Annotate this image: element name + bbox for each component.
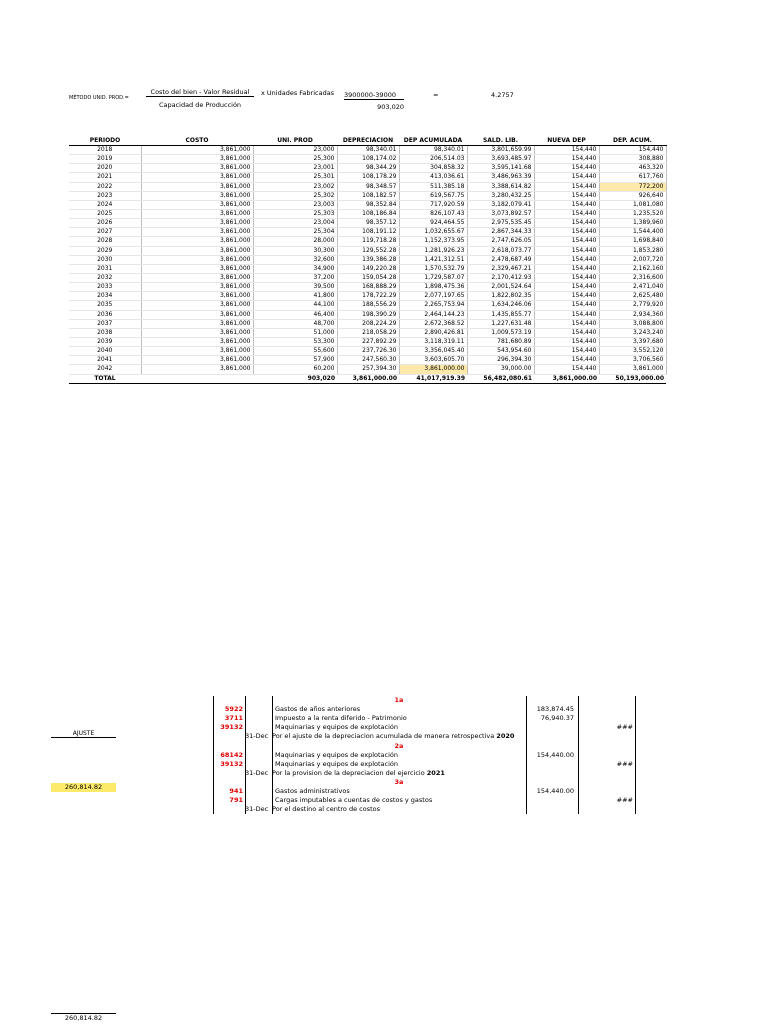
cell-sald-lib: 3,073,892.57 [467,209,534,218]
journal-column-rule [272,696,273,814]
bottom-value: 260,814.82 [51,1013,116,1022]
cell-dep-acumulada: 1,729,587.07 [399,273,467,282]
cell-dep-acumulada: 1,032,655.67 [399,228,467,237]
journal-gloss-year: 2021 [426,768,445,777]
cell-uni-prod: 25,304 [253,228,337,237]
cell-sald-lib: 781,680.89 [467,337,534,346]
cell-uni-prod: 34,900 [253,264,337,273]
cell-periodo: 2035 [69,301,141,310]
cell-costo: 3,861,000 [141,283,253,292]
journal-line-desc: Gastos administrativos [275,787,350,795]
cell-costo: 3,861,000 [141,219,253,228]
total-uni-prod: 903,020 [253,374,337,383]
total-periodo: TOTAL [69,374,141,383]
journal-line-desc: Maquinarias y equipos de explotación [275,759,399,768]
cell-periodo: 2026 [69,219,141,228]
cell-sald-lib: 3,182,079.41 [467,200,534,209]
journal-account-code: 941 [229,787,243,795]
cell-periodo: 2039 [69,337,141,346]
table-row [69,356,666,365]
cell-sald-lib: 1,009,573.19 [467,328,534,337]
formula-denominator: Capacidad de Producción [158,101,242,109]
cell-dep-acumulada: 2,265,753.94 [399,301,467,310]
cell-periodo: 2021 [69,173,141,182]
cell-costo: 3,861,000 [141,191,253,200]
formula-times-label: x Unidades Fabricadas [261,89,335,97]
cell-nueva-dep: 154,440 [534,328,599,337]
cell-periodo: 2029 [69,246,141,255]
table-header-row [69,137,666,146]
cell-uni-prod: 37,200 [253,273,337,282]
total-nueva-dep: 3,861,000.00 [534,374,599,383]
journal-debit: 76,940.37 [540,714,574,723]
cell-depreciacion: 247,560.30 [337,356,399,365]
journal-line-desc: Impuesto a la renta diferido - Patrimonio [275,714,407,723]
total-dep-acum: 50,193,000.00 [599,374,666,383]
cell-periodo: 2037 [69,319,141,328]
cell-sald-lib: 2,867,344.33 [467,228,534,237]
cell-dep-acum: 2,162,160 [599,264,666,273]
journal-column-rule [635,696,636,814]
cell-uni-prod: 23,004 [253,219,337,228]
cell-nueva-dep: 154,440 [534,319,599,328]
cell-periodo: 2042 [69,365,141,374]
cell-costo: 3,861,000 [141,146,253,155]
cell-dep-acumulada: 2,077,197.65 [399,292,467,301]
cell-uni-prod: 23,000 [253,146,337,155]
cell-nueva-dep: 154,440 [534,182,599,191]
cell-nueva-dep: 154,440 [534,365,599,374]
cell-sald-lib: 2,001,524.64 [467,283,534,292]
journal-date: 31-Dec [245,768,269,777]
cell-dep-acum: 154,440 [599,146,666,155]
cell-costo: 3,861,000 [141,209,253,218]
cell-costo: 3,861,000 [141,155,253,164]
header-dep-acum: DEP. ACUM. [599,137,666,146]
cell-periodo: 2040 [69,347,141,356]
cell-depreciacion: 159,054.28 [337,273,399,282]
cell-depreciacion: 227,892.29 [337,337,399,346]
journal-account-code: 39132 [220,759,243,768]
cell-dep-acumulada: 3,356,045.40 [399,347,467,356]
cell-uni-prod: 25,300 [253,155,337,164]
journal-entry-number: 2a [394,741,404,750]
cell-uni-prod: 53,300 [253,337,337,346]
cell-nueva-dep: 154,440 [534,173,599,182]
cell-uni-prod: 44,100 [253,301,337,310]
cell-dep-acum: 1,235,520 [599,209,666,218]
cell-depreciacion: 108,174.02 [337,155,399,164]
journal-line-desc: Cargas imputables a cuentas de costos y gastos [275,796,433,805]
table-row [69,237,666,246]
cell-periodo: 2022 [69,182,141,191]
journal-gloss [272,769,445,777]
cell-depreciacion: 119,718.28 [337,237,399,246]
cell-periodo: 2028 [69,237,141,246]
cell-depreciacion: 108,182.57 [337,191,399,200]
journal-gloss-year: 2020 [496,732,515,741]
cell-nueva-dep: 154,440 [534,273,599,282]
cell-periodo: 2018 [69,146,141,155]
table-row [69,191,666,200]
cell-dep-acum: 1,853,280 [599,246,666,255]
journal-account-code: 791 [229,796,243,805]
cell-costo: 3,861,000 [141,310,253,319]
cell-dep-acum: 3,243,240 [599,328,666,337]
cell-uni-prod: 25,301 [253,173,337,182]
journal-line-desc: Gastos de años anteriores [275,705,361,714]
cell-uni-prod: 23,003 [253,200,337,209]
cell-dep-acum: 3,397,680 [599,337,666,346]
cell-sald-lib: 3,280,432.25 [467,191,534,200]
table-row [69,219,666,228]
cell-dep-acum: 2,934,360 [599,310,666,319]
cell-dep-acum: 2,625,480 [599,292,666,301]
cell-depreciacion: 149,220.28 [337,264,399,273]
table-row [69,264,666,273]
cell-uni-prod: 48,700 [253,319,337,328]
cell-dep-acumulada: 2,672,368.52 [399,319,467,328]
cell-uni-prod: 57,900 [253,356,337,365]
table-row [69,365,666,374]
journal-gloss-text: Por el ajuste de la depreciacion acumulada de manera retrospectiva [272,732,495,741]
cell-dep-acum: 1,081,080 [599,200,666,209]
table-row [69,301,666,310]
cell-nueva-dep: 154,440 [534,255,599,264]
cell-costo: 3,861,000 [141,328,253,337]
cell-dep-acumulada: 511,385.18 [399,182,467,191]
table-row [69,310,666,319]
cell-dep-acum: 2,779,920 [599,301,666,310]
cell-dep-acumulada: 304,858.32 [399,164,467,173]
cell-periodo: 2041 [69,356,141,365]
cell-costo: 3,861,000 [141,319,253,328]
ajuste-value: 260,814.82 [51,783,116,792]
cell-uni-prod: 25,303 [253,209,337,218]
cell-periodo: 2038 [69,328,141,337]
cell-dep-acum: 926,640 [599,191,666,200]
journal-account-code: 3711 [224,714,243,723]
journal-gloss [272,805,380,813]
total-costo [141,374,253,383]
cell-sald-lib: 1,822,802.35 [467,292,534,301]
cell-uni-prod: 41,800 [253,292,337,301]
table-row [69,273,666,282]
table-row [69,292,666,301]
cell-periodo: 2031 [69,264,141,273]
cell-periodo: 2024 [69,200,141,209]
cell-dep-acum: 1,698,840 [599,237,666,246]
header-nueva-dep: NUEVA DEP [534,137,599,146]
cell-costo: 3,861,000 [141,237,253,246]
cell-costo: 3,861,000 [141,273,253,282]
header-uni-prod: UNI. PROD [253,137,337,146]
cell-costo: 3,861,000 [141,264,253,273]
cell-depreciacion: 98,352.84 [337,200,399,209]
cell-costo: 3,861,000 [141,173,253,182]
cell-dep-acumulada: 2,464,144.23 [399,310,467,319]
journal-column-rule [245,696,246,814]
depreciation-table [69,137,667,384]
cell-dep-acum: 3,861,000 [599,365,666,374]
cell-depreciacion: 108,178.29 [337,173,399,182]
table-row [69,146,666,155]
cell-periodo: 2030 [69,255,141,264]
table-row [69,164,666,173]
cell-depreciacion: 129,552.28 [337,246,399,255]
cell-dep-acumulada: 826,107.43 [399,209,467,218]
cell-nueva-dep: 154,440 [534,347,599,356]
cell-nueva-dep: 154,440 [534,191,599,200]
ajuste-label: AJUSTE [51,730,116,738]
cell-nueva-dep: 154,440 [534,200,599,209]
cell-nueva-dep: 154,440 [534,237,599,246]
cell-nueva-dep: 154,440 [534,264,599,273]
cell-uni-prod: 23,001 [253,164,337,173]
table-row [69,337,666,346]
cell-dep-acumulada: 924,464.55 [399,219,467,228]
cell-sald-lib: 2,170,412.93 [467,273,534,282]
cell-sald-lib: 3,595,141.68 [467,164,534,173]
cell-nueva-dep: 154,440 [534,228,599,237]
cell-costo: 3,861,000 [141,228,253,237]
formula-calc-denominator: 903,020 [377,103,404,111]
total-sald-lib: 56,482,080.61 [467,374,534,383]
cell-dep-acum: 1,389,960 [599,219,666,228]
cell-periodo: 2027 [69,228,141,237]
cell-nueva-dep: 154,440 [534,292,599,301]
cell-dep-acum: 3,088,800 [599,319,666,328]
cell-sald-lib: 2,747,626.05 [467,237,534,246]
cell-uni-prod: 32,600 [253,255,337,264]
journal-entry-number: 3a [394,777,404,786]
cell-costo: 3,861,000 [141,292,253,301]
table-row [69,347,666,356]
table-row [69,283,666,292]
header-periodo: PERIODO [69,137,141,146]
formula-label: MÉTODO UNID. PROD.= [69,95,129,101]
cell-dep-acumulada: 1,152,373.95 [399,237,467,246]
header-sald-lib: SALD. LIB. [467,137,534,146]
cell-sald-lib: 1,435,855.77 [467,310,534,319]
cell-dep-acum: 2,471,040 [599,283,666,292]
journal-debit: 154,440.00 [536,787,574,795]
cell-nueva-dep: 154,440 [534,301,599,310]
cell-costo: 3,861,000 [141,347,253,356]
cell-sald-lib: 2,975,535.45 [467,219,534,228]
table-row [69,228,666,237]
journal-account-code: 39132 [220,723,243,732]
header-depreciacion: DEPRECIACION [337,137,399,146]
journal-credit: ### [616,723,633,732]
cell-sald-lib: 2,329,467.21 [467,264,534,273]
journal-date: 31-Dec [245,805,269,814]
table-row [69,200,666,209]
journal-debit: 154,440.00 [536,750,574,759]
cell-nueva-dep: 154,440 [534,337,599,346]
cell-dep-acumulada: 717,920.59 [399,200,467,209]
journal-entry-number: 1a [394,696,404,704]
table-row [69,182,666,191]
cell-costo: 3,861,000 [141,255,253,264]
cell-dep-acumulada: 3,118,319.11 [399,337,467,346]
cell-dep-acum: 3,706,560 [599,356,666,365]
cell-periodo: 2032 [69,273,141,282]
cell-depreciacion: 108,186.84 [337,209,399,218]
cell-dep-acum: 308,880 [599,155,666,164]
cell-dep-acumulada: 619,567.75 [399,191,467,200]
cell-sald-lib: 1,634,246.06 [467,301,534,310]
cell-periodo: 2033 [69,283,141,292]
table-row [69,246,666,255]
cell-nueva-dep: 154,440 [534,219,599,228]
cell-dep-acumulada: 1,898,475.36 [399,283,467,292]
cell-dep-acumulada: 413,036.61 [399,173,467,182]
cell-dep-acumulada: 206,514.03 [399,155,467,164]
cell-costo: 3,861,000 [141,356,253,365]
table-row [69,209,666,218]
cell-periodo: 2019 [69,155,141,164]
cell-nueva-dep: 154,440 [534,146,599,155]
formula-equals: = [433,91,439,99]
cell-depreciacion: 98,357.12 [337,219,399,228]
table-row [69,328,666,337]
cell-uni-prod: 51,000 [253,328,337,337]
journal-account-code: 68142 [220,750,243,759]
cell-costo: 3,861,000 [141,337,253,346]
cell-sald-lib: 296,394.30 [467,356,534,365]
cell-sald-lib: 2,618,073.77 [467,246,534,255]
cell-sald-lib: 2,478,687.49 [467,255,534,264]
cell-nueva-dep: 154,440 [534,209,599,218]
total-depreciacion: 3,861,000.00 [337,374,399,383]
cell-periodo: 2034 [69,292,141,301]
cell-uni-prod: 28,000 [253,237,337,246]
table-row [69,155,666,164]
cell-nueva-dep: 154,440 [534,283,599,292]
cell-costo: 3,861,000 [141,365,253,374]
cell-dep-acum: 772,200 [599,182,666,191]
cell-dep-acum: 3,552,120 [599,347,666,356]
cell-nueva-dep: 154,440 [534,310,599,319]
cell-sald-lib: 3,388,614.82 [467,182,534,191]
cell-uni-prod: 25,302 [253,191,337,200]
journal-date: 31-Dec [245,732,269,741]
cell-periodo: 2025 [69,209,141,218]
table-row [69,255,666,264]
cell-costo: 3,861,000 [141,164,253,173]
cell-costo: 3,861,000 [141,182,253,191]
table-row [69,319,666,328]
table-row [69,173,666,182]
cell-depreciacion: 237,726.30 [337,347,399,356]
journal-line-desc: Maquinarias y equipos de explotación [275,723,399,732]
cell-dep-acumulada: 1,421,312.51 [399,255,467,264]
journal-credit: ### [616,796,633,805]
cell-uni-prod: 46,400 [253,310,337,319]
cell-depreciacion: 257,394.30 [337,365,399,374]
cell-sald-lib: 39,000.00 [467,365,534,374]
journal-credit: ### [616,759,633,768]
cell-uni-prod: 23,002 [253,182,337,191]
cell-dep-acum: 2,316,600 [599,273,666,282]
cell-depreciacion: 178,722.29 [337,292,399,301]
cell-periodo: 2023 [69,191,141,200]
cell-dep-acum: 463,320 [599,164,666,173]
cell-periodo: 2036 [69,310,141,319]
total-row [69,374,666,383]
journal-gloss [272,732,514,740]
cell-depreciacion: 168,888.29 [337,283,399,292]
cell-sald-lib: 3,693,485.97 [467,155,534,164]
cell-depreciacion: 218,058.29 [337,328,399,337]
cell-dep-acumulada: 2,890,426.81 [399,328,467,337]
journal-gloss-text: Por la provision de la depreciacion del ejercicio [272,768,425,777]
formula-calc-numerator: 3900000-39000 [344,91,404,100]
cell-depreciacion: 188,556.29 [337,301,399,310]
cell-nueva-dep: 154,440 [534,155,599,164]
journal-debit: 183,874.45 [536,705,574,714]
cell-depreciacion: 139,386.28 [337,255,399,264]
cell-costo: 3,861,000 [141,200,253,209]
cell-dep-acum: 2,007,720 [599,255,666,264]
cell-sald-lib: 543,954.60 [467,347,534,356]
cell-dep-acumulada: 98,340.01 [399,146,467,155]
journal-gloss-text: Por el destino al centro de costos [272,805,381,814]
cell-depreciacion: 98,344.29 [337,164,399,173]
cell-nueva-dep: 154,440 [534,164,599,173]
cell-dep-acum: 1,544,400 [599,228,666,237]
cell-sald-lib: 3,801,659.99 [467,146,534,155]
cell-dep-acumulada: 3,603,605.70 [399,356,467,365]
cell-dep-acum: 617,760 [599,173,666,182]
cell-uni-prod: 30,300 [253,246,337,255]
cell-uni-prod: 55,600 [253,347,337,356]
total-dep-acumulada: 41,017,919.39 [399,374,467,383]
cell-depreciacion: 108,191.12 [337,228,399,237]
journal-account-code: 5922 [224,705,243,714]
header-dep-acumulada: DEP ACUMULADA [399,137,467,146]
cell-dep-acumulada: 1,281,926.23 [399,246,467,255]
cell-depreciacion: 208,224.29 [337,319,399,328]
cell-sald-lib: 1,227,631.48 [467,319,534,328]
cell-uni-prod: 39,500 [253,283,337,292]
formula-numerator: Costo del bien - Valor Residual [146,88,254,97]
cell-nueva-dep: 154,440 [534,246,599,255]
formula-result: 4.2757 [491,91,514,99]
cell-uni-prod: 60,200 [253,365,337,374]
cell-dep-acumulada: 3,861,000.00 [399,365,467,374]
cell-costo: 3,861,000 [141,246,253,255]
cell-sald-lib: 3,486,963.39 [467,173,534,182]
journal-line-desc: Maquinarias y equipos de explotación [275,750,399,759]
cell-depreciacion: 198,390.29 [337,310,399,319]
cell-costo: 3,861,000 [141,301,253,310]
cell-periodo: 2020 [69,164,141,173]
cell-depreciacion: 98,340.01 [337,146,399,155]
cell-depreciacion: 98,348.57 [337,182,399,191]
cell-dep-acumulada: 1,570,532.79 [399,264,467,273]
header-costo: COSTO [141,137,253,146]
cell-nueva-dep: 154,440 [534,356,599,365]
